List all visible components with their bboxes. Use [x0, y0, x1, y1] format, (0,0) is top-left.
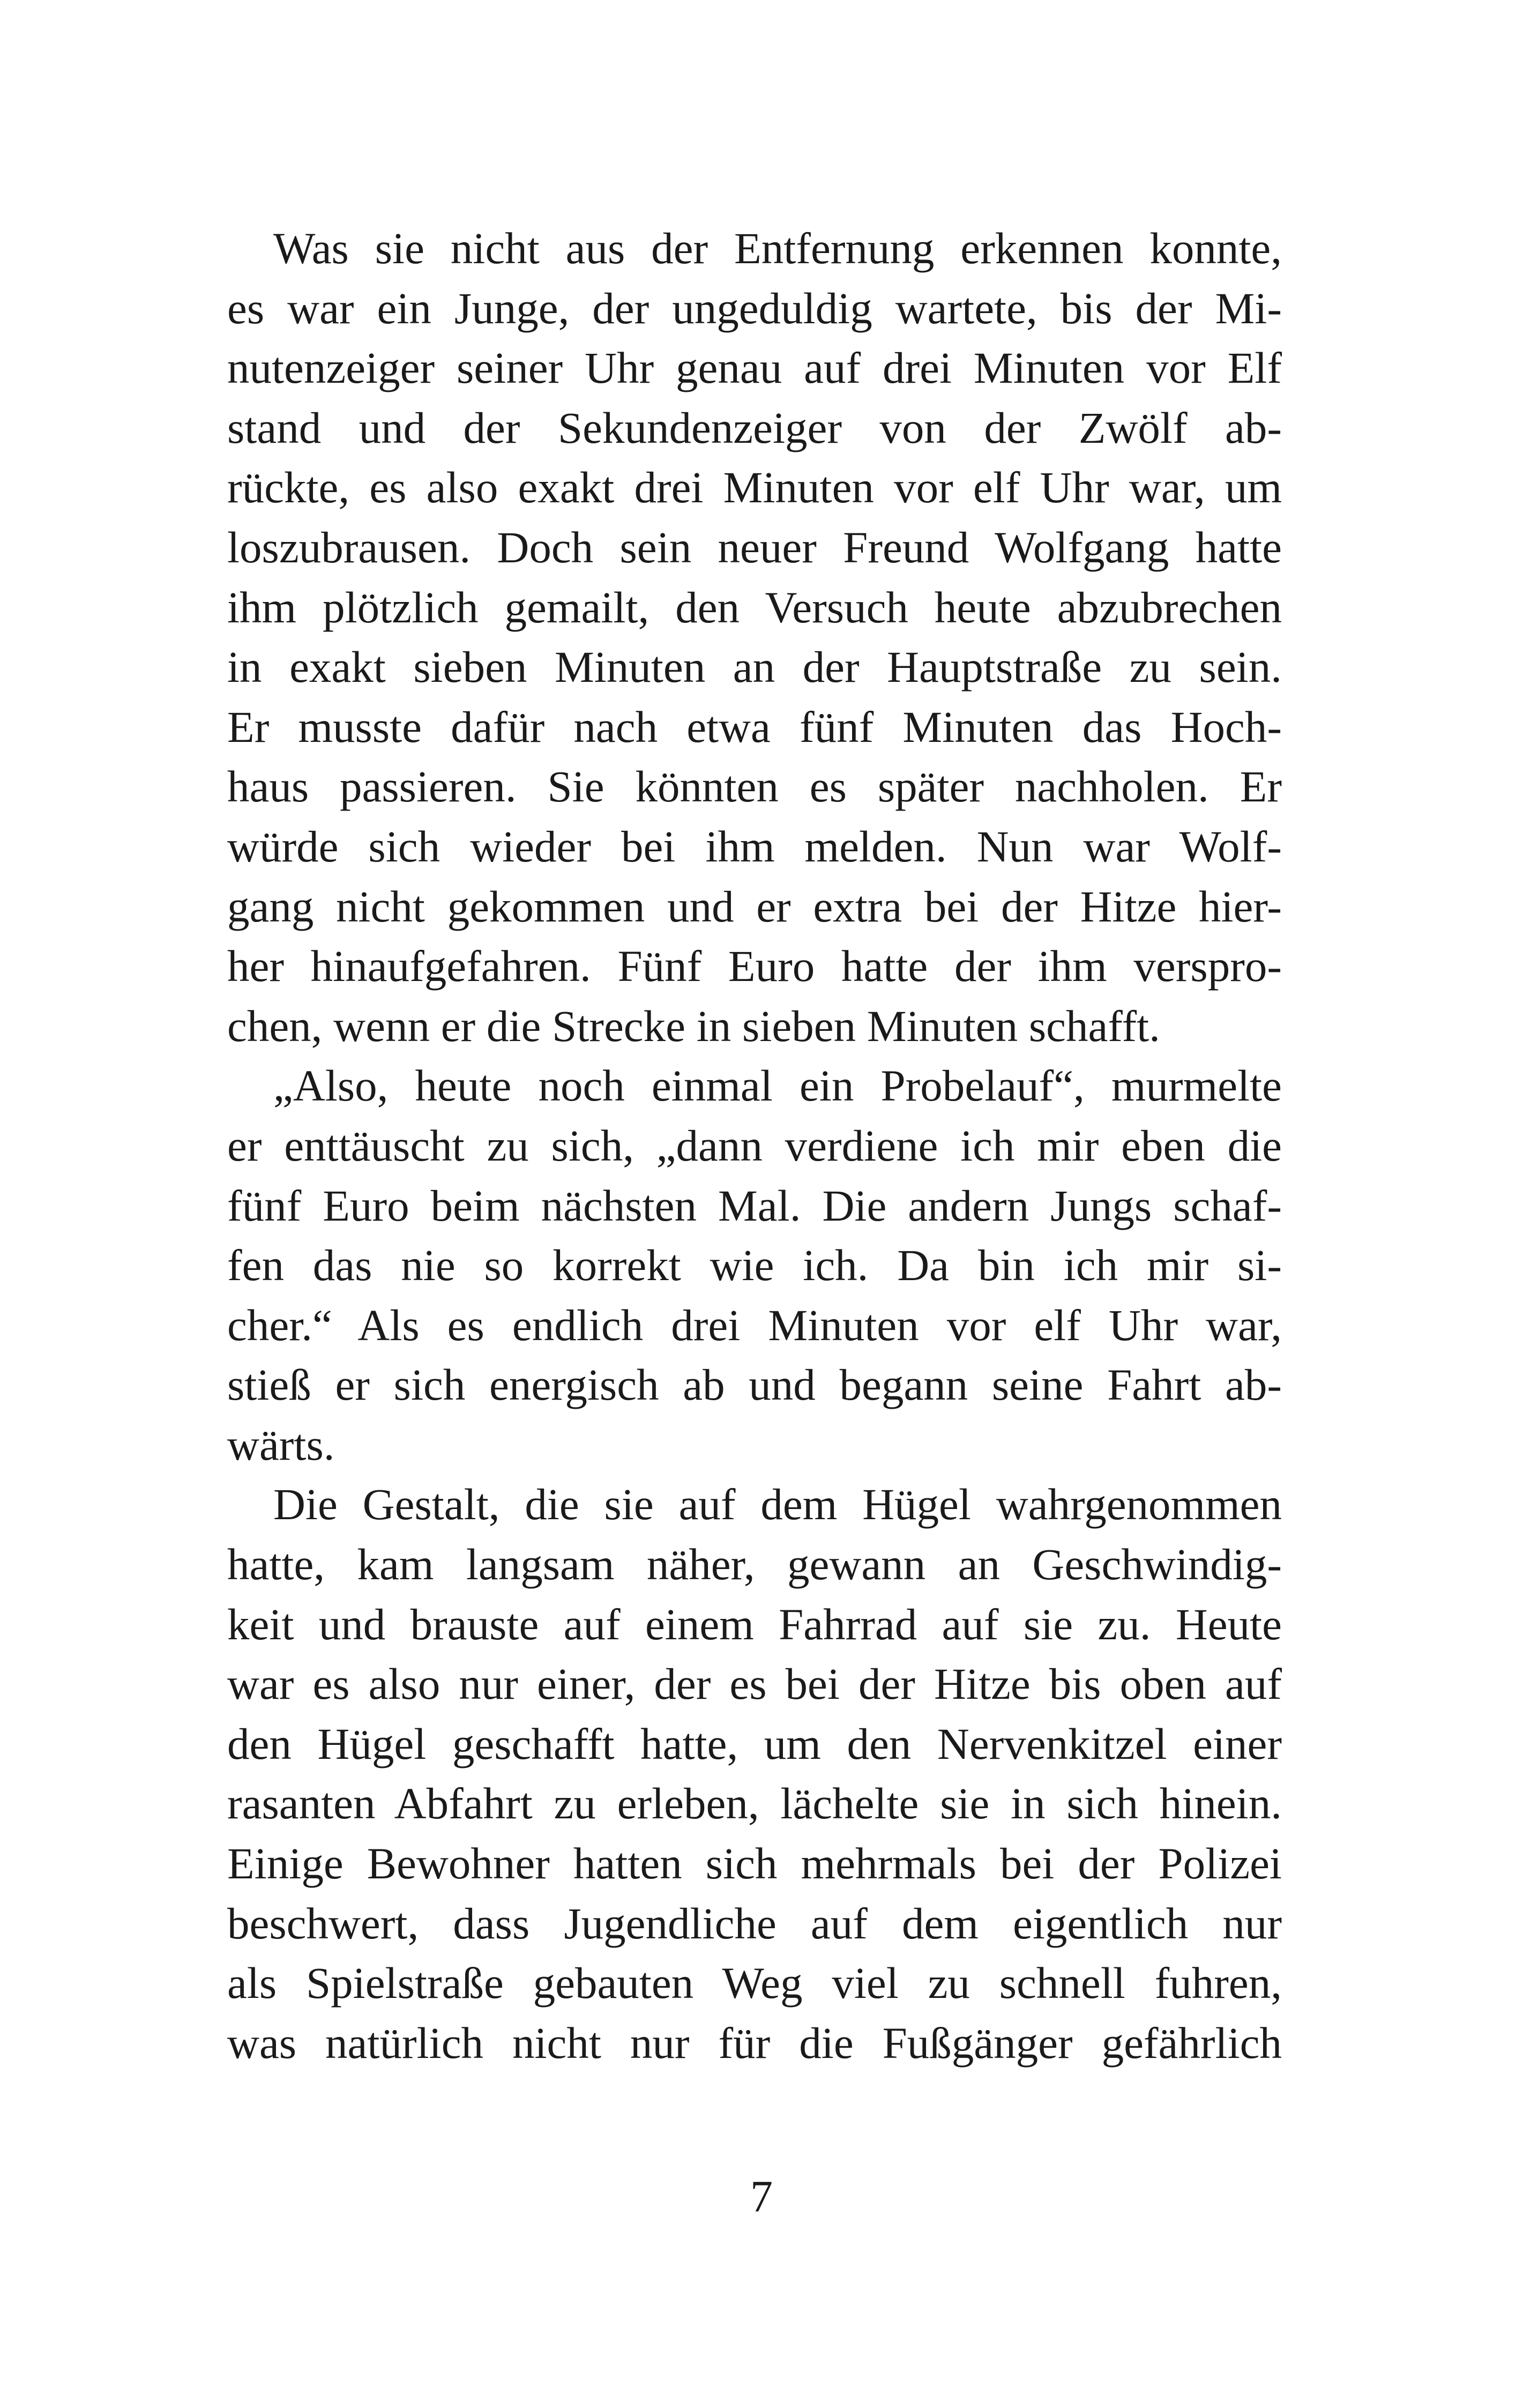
- text-line: wärts.: [227, 1419, 335, 1469]
- text-line: cher.“ Als es endlich drei Minuten vor elf Uhr war,: [227, 1300, 1282, 1350]
- text-line: stieß er sich energisch ab und begann seine Fahrt ab-: [227, 1360, 1282, 1410]
- body-text: [227, 219, 1282, 2073]
- text-line: gang nicht gekommen und er extra bei der Hitze hier-: [227, 881, 1282, 931]
- text-line: keit und brauste auf einem Fahrrad auf sie zu. Heute: [227, 1599, 1282, 1649]
- text-line: Einige Bewohner hatten sich mehrmals bei der Polizei: [227, 1839, 1282, 1889]
- text-line: als Spielstraße gebauten Weg viel zu schnell fuhren,: [227, 1958, 1282, 2008]
- text-line: Die Gestalt, die sie auf dem Hügel wahrgenommen: [273, 1480, 1282, 1529]
- text-line: haus passieren. Sie könnten es später nachholen. Er: [227, 762, 1282, 812]
- text-line: Was sie nicht aus der Entfernung erkennen konnte,: [273, 224, 1282, 273]
- text-line: fen das nie so korrekt wie ich. Da bin ich mir si-: [227, 1240, 1282, 1290]
- text-line: es war ein Junge, der ungeduldig wartete, bis der Mi-: [227, 283, 1282, 333]
- text-line: war es also nur einer, der es bei der Hitze bis oben auf: [227, 1659, 1282, 1709]
- text-line: „Also, heute noch einmal ein Probelauf“, murmelte: [273, 1061, 1282, 1111]
- text-line: rückte, es also exakt drei Minuten vor elf Uhr war, um: [227, 463, 1282, 512]
- text-line: ihm plötzlich gemailt, den Versuch heute abzubrechen: [227, 582, 1282, 632]
- text-line: nutenzeiger seiner Uhr genau auf drei Minuten vor Elf: [227, 343, 1282, 393]
- page-number: 7: [750, 2172, 773, 2221]
- text-line: loszubrausen. Doch sein neuer Freund Wolfgang hatte: [227, 522, 1282, 572]
- text-line: was natürlich nicht nur für die Fußgänger gefährlich: [227, 2018, 1282, 2068]
- text-line: fünf Euro beim nächsten Mal. Die andern Jungs schaf-: [227, 1180, 1282, 1230]
- text-line: beschwert, dass Jugendliche auf dem eigentlich nur: [227, 1898, 1282, 1948]
- text-line: den Hügel geschafft hatte, um den Nervenkitzel einer: [227, 1719, 1282, 1768]
- text-line: chen, wenn er die Strecke in sieben Minuten schafft.: [227, 1001, 1160, 1051]
- text-line: rasanten Abfahrt zu erleben, lächelte sie in sich hinein.: [227, 1779, 1282, 1829]
- text-line: hatte, kam langsam näher, gewann an Geschwindig-: [227, 1540, 1282, 1589]
- text-line: Er musste dafür nach etwa fünf Minuten das Hoch-: [227, 702, 1282, 752]
- text-line: würde sich wieder bei ihm melden. Nun war Wolf-: [227, 821, 1282, 871]
- text-line: her hinaufgefahren. Fünf Euro hatte der ihm verspro-: [227, 941, 1282, 991]
- text-line: er enttäuscht zu sich, „dann verdiene ich mir eben die: [227, 1120, 1282, 1170]
- text-line: in exakt sieben Minuten an der Hauptstraße zu sein.: [227, 642, 1282, 692]
- text-line: stand und der Sekundenzeiger von der Zwölf ab-: [227, 403, 1282, 452]
